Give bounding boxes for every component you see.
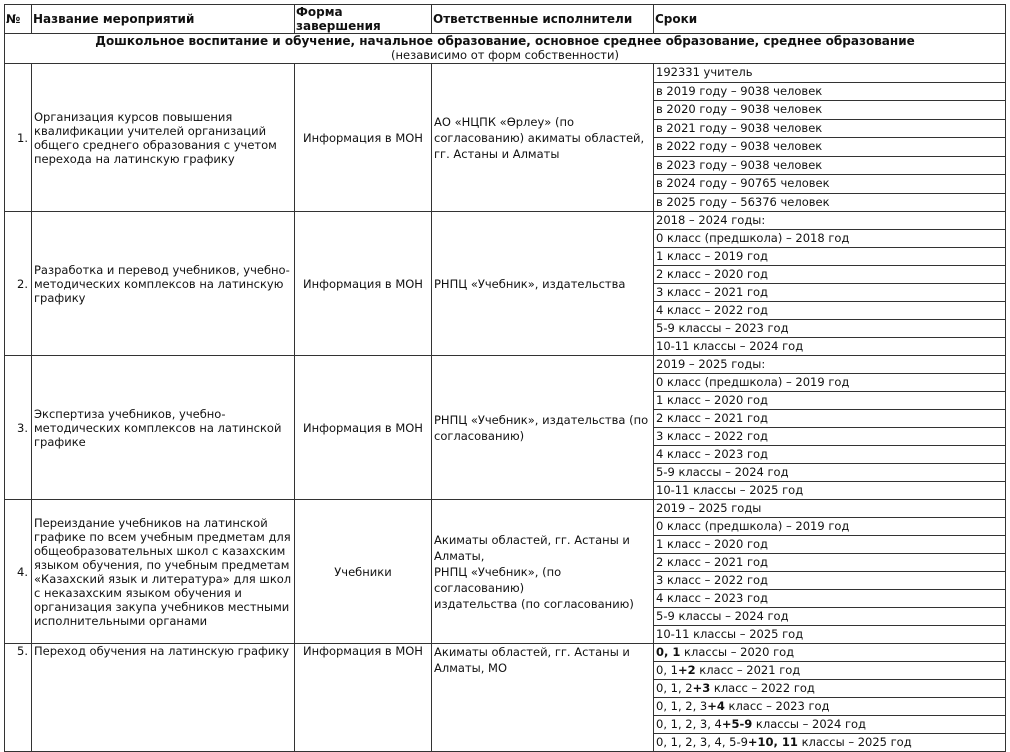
row-name: Организация курсов повышения квалификации учителей организаций общего среднего образования с учетом перехода на латинскую графику [32, 64, 295, 212]
term-line: 0, 1, 2, 3, 4, 5-9+10, 11 классы – 2025 год [656, 735, 912, 749]
term-line: 2 класс – 2021 год [654, 410, 1005, 428]
term-line: 3 класс – 2022 год [654, 428, 1005, 446]
term-line: 5-9 классы – 2024 год [654, 464, 1005, 482]
term-line: 3 класс – 2021 год [654, 284, 1005, 302]
header-form: Форма завершения [295, 5, 432, 34]
term-line: 1 класс – 2020 год [654, 536, 1005, 554]
term-line: 0, 1, 2, 3+4 класс – 2023 год [654, 698, 1005, 716]
resp-line: РНПЦ «Учебник», издательства (по согласованию) [434, 412, 649, 443]
resp-line: издательства (по согласованию) [434, 596, 634, 611]
section-row [5, 34, 1006, 64]
table-row [5, 644, 1006, 752]
header-row [5, 5, 1006, 34]
resp-line: РНПЦ «Учебник», издательства [434, 276, 626, 291]
term-line: 4 класс – 2023 год [654, 446, 1005, 464]
term-line: 0, 1+2 класс – 2021 год [654, 662, 1005, 680]
term-line: 2019 – 2025 годы [654, 500, 1005, 518]
term-line: в 2025 году – 56376 человек [656, 194, 830, 209]
term-line: в 2020 году – 9038 человек [654, 101, 1005, 120]
row-name: Разработка и перевод учебников, учебно-методических комплексов на латинскую графику [32, 212, 295, 356]
header-name: Название мероприятий [32, 5, 295, 34]
term-line: 3 класс – 2022 год [654, 572, 1005, 590]
term-line: 2 класс – 2020 год [654, 266, 1005, 284]
section-title: Дошкольное воспитание и обучение, начальное образование, основное среднее образование, среднее образование [95, 34, 915, 48]
term-line: 0, 1, 2, 3, 4+5-9 классы – 2024 год [654, 716, 1005, 734]
row-num: 4. [5, 500, 32, 644]
row-terms [654, 64, 1006, 212]
resp-line: Акиматы областей, гг. Астаны и Алматы, МО [434, 645, 630, 675]
term-line: 5-9 классы – 2024 год [654, 608, 1005, 626]
row-terms [654, 356, 1006, 500]
term-line: в 2024 году – 90765 человек [654, 175, 1005, 194]
term-line: в 2021 году – 9038 человек [654, 120, 1005, 139]
row-resp [432, 500, 654, 644]
table-row [5, 500, 1006, 644]
section-subtitle: (независимо от форм собственности) [391, 48, 619, 62]
row-num: 2. [5, 212, 32, 356]
term-line: 4 класс – 2022 год [654, 302, 1005, 320]
row-terms [654, 644, 1006, 752]
resp-line: АО «НЦПК «Өрлеу» (по согласованию) акиматы областей, гг. Астаны и Алматы [434, 114, 645, 161]
term-line: в 2022 году – 9038 человек [654, 138, 1005, 157]
term-line: 2 класс – 2021 год [654, 554, 1005, 572]
term-line: в 2019 году – 9038 человек [654, 83, 1005, 102]
row-resp [432, 64, 654, 212]
row-form: Информация в МОН [295, 356, 432, 500]
term-line: 5-9 классы – 2023 год [654, 320, 1005, 338]
term-line: 0, 1 классы – 2020 год [654, 644, 1005, 662]
term-line: 2019 – 2025 годы: [654, 356, 1005, 374]
plan-table [4, 4, 1006, 752]
table-row [5, 356, 1006, 500]
row-name: Переиздание учебников на латинской графике по всем учебным предметам для общеобразовательных школ с казахским языком обучения, по учебным предметам «Казахский язык и литература» для школ с неказахским языком обучения и организация закупа учебников местными исполнительными органами [32, 500, 295, 644]
header-resp: Ответственные исполнители [432, 5, 654, 34]
row-num: 3. [5, 356, 32, 500]
row-num: 1. [5, 64, 32, 212]
table-row [5, 212, 1006, 356]
term-line: 0 класс (предшкола) – 2018 год [654, 230, 1005, 248]
term-line: 10-11 классы – 2025 год [656, 627, 804, 641]
row-form: Информация в МОН [295, 212, 432, 356]
term-line: 10-11 классы – 2024 год [656, 339, 804, 353]
row-terms [654, 212, 1006, 356]
header-terms: Сроки [654, 5, 1006, 34]
term-line: 4 класс – 2023 год [654, 590, 1005, 608]
term-line: 0 класс (предшкола) – 2019 год [654, 518, 1005, 536]
term-line: в 2023 году – 9038 человек [654, 157, 1005, 176]
term-line: 2018 – 2024 годы: [654, 212, 1005, 230]
term-line: 0 класс (предшкола) – 2019 год [654, 374, 1005, 392]
term-line: 10-11 классы – 2025 год [656, 483, 804, 497]
resp-line: Акиматы областей, гг. Астаны и Алматы, [434, 532, 630, 563]
row-name: Переход обучения на латинскую графику [32, 644, 295, 752]
row-resp [432, 212, 654, 356]
term-line: 192331 учитель [654, 64, 1005, 83]
row-resp [432, 356, 654, 500]
resp-line: РНПЦ «Учебник», (по согласованию) [434, 564, 562, 595]
row-form: Учебники [295, 500, 432, 644]
row-resp [432, 644, 654, 752]
header-num: № [5, 5, 32, 34]
section-title-cell [5, 34, 1006, 64]
row-name: Экспертиза учебников, учебно-методических комплексов на латинской графике [32, 356, 295, 500]
term-line: 0, 1, 2+3 класс – 2022 год [654, 680, 1005, 698]
term-line: 1 класс – 2020 год [654, 392, 1005, 410]
row-form: Информация в МОН [295, 64, 432, 212]
term-line: 1 класс – 2019 год [654, 248, 1005, 266]
row-form: Информация в МОН [295, 644, 432, 752]
row-terms [654, 500, 1006, 644]
row-num: 5. [5, 644, 32, 752]
table-row [5, 64, 1006, 212]
